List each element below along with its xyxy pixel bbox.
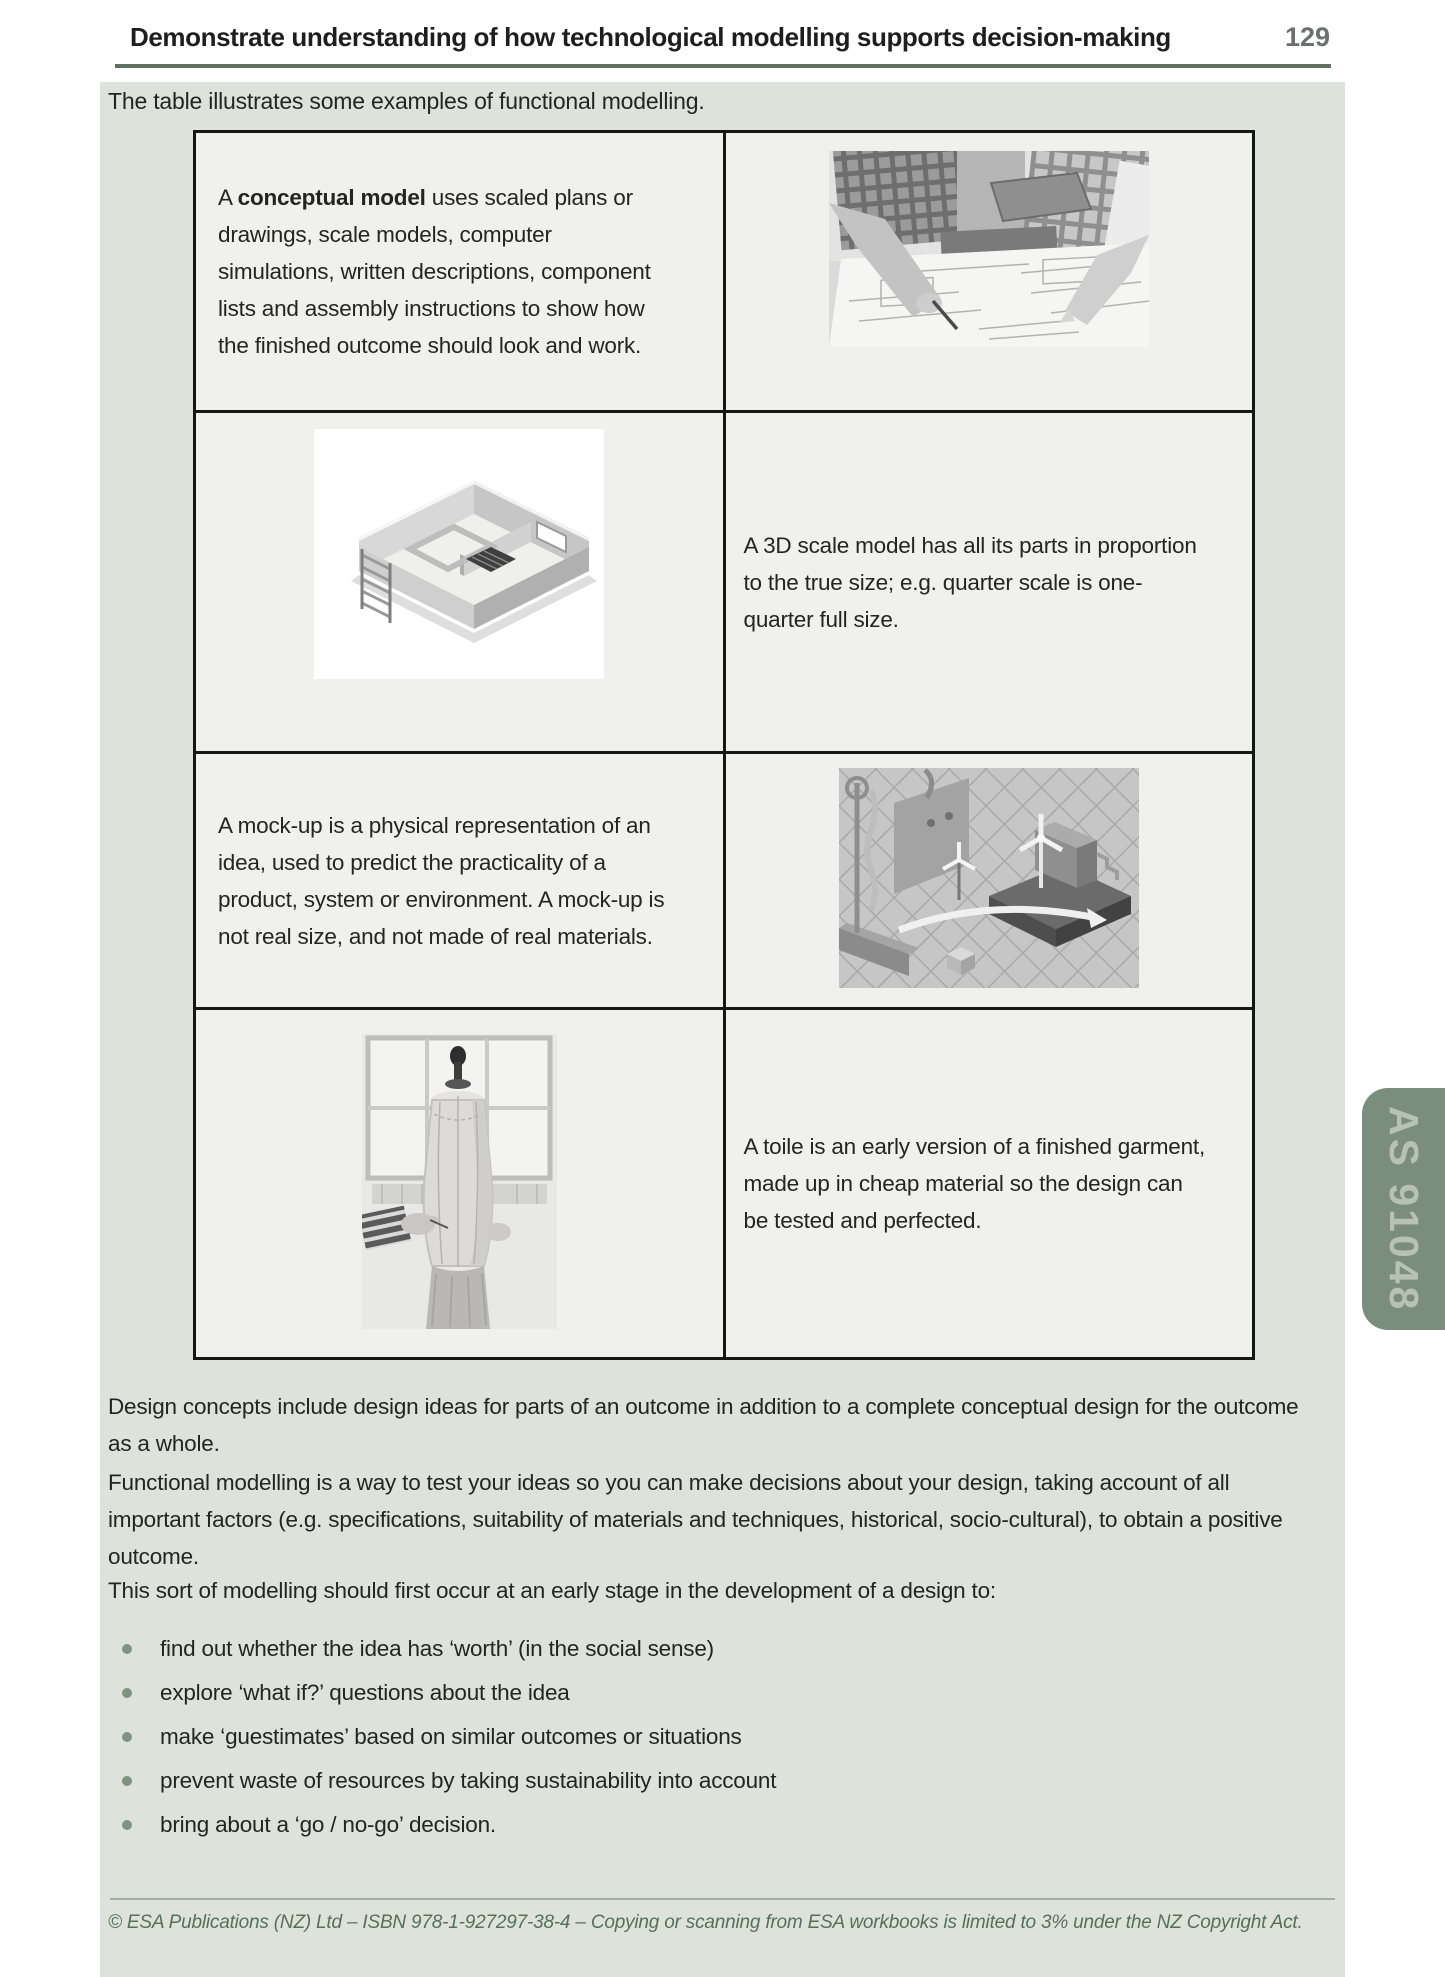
mock-up-image-cell [724, 753, 1254, 1009]
text-prefix: A [218, 185, 238, 210]
toile-photo [362, 1034, 557, 1329]
bullet-dot-icon [122, 1732, 132, 1742]
standard-tab-label: AS 91048 [1381, 1105, 1427, 1313]
list-item [108, 1806, 1313, 1843]
table-row [195, 1009, 1254, 1359]
bullet-text: make ‘guestimates’ based on similar outcomes or situations [160, 1724, 742, 1749]
toile-text-cell [724, 1009, 1254, 1359]
bullet-text: bring about a ‘go / no-go’ decision. [160, 1812, 496, 1837]
standard-tab-as91048 [1362, 1088, 1445, 1330]
table-row [195, 412, 1254, 753]
scale-model-image-cell [195, 412, 725, 753]
house-model-photo [314, 429, 604, 679]
bullet-dot-icon [122, 1688, 132, 1698]
content-panel [100, 82, 1345, 1977]
mock-up-illustration [839, 768, 1139, 988]
footer-copyright: © ESA Publications (NZ) Ltd – ISBN 978-1-927297-38-4 – Copying or scanning from ESA workbooks is limited to 3% under the NZ Copyright Act. [108, 1912, 1303, 1933]
conceptual-model-text [196, 169, 723, 374]
bullet-dot-icon [122, 1644, 132, 1654]
list-item [108, 1762, 1313, 1799]
list-item [108, 1718, 1313, 1755]
page-header [130, 22, 1330, 53]
modelling-purpose-paragraph: This sort of modelling should first occur at an early stage in the development of a design to: [108, 1578, 996, 1603]
conceptual-model-term: conceptual model [237, 185, 426, 210]
mock-up-text-cell [195, 753, 725, 1009]
design-concepts-paragraph: Design concepts include design ideas for parts of an outcome in addition to a complete conceptual design for the outcome as a whole. [108, 1394, 1299, 1456]
table-row [195, 753, 1254, 1009]
mock-up-text: A mock-up is a physical representation of an idea, used to predict the practicality of a product, system or environment. A mock-up is not real size, and not made of real materials. [218, 812, 665, 949]
house-model-image [314, 429, 604, 679]
toile-image [362, 1034, 557, 1329]
bullet-text: explore ‘what if?’ questions about the idea [160, 1680, 570, 1705]
list-item [108, 1630, 1313, 1667]
conceptual-model-text-cell [195, 132, 725, 412]
list-item [108, 1674, 1313, 1711]
toile-image-cell [195, 1009, 725, 1359]
functional-modelling-paragraph: Functional modelling is a way to test your ideas so you can make decisions about your design, taking account of all important factors (e.g. specifications, suitability of materials and techniques, historical, socio-cultural), to obtain a positive outcome. [108, 1470, 1283, 1569]
page-number: 129 [1284, 22, 1330, 52]
mock-up-image [839, 768, 1139, 988]
bullet-list [108, 1630, 1313, 1850]
toile-text: A toile is an early version of a finished garment, made up in cheap material so the design can be tested and perfected. [743, 1134, 1206, 1233]
plans-photo-image [829, 151, 1149, 347]
footer-rule [110, 1898, 1335, 1900]
bullet-dot-icon [122, 1820, 132, 1830]
text-suffix: uses scaled plans or drawings, scale models, computer simulations, written descriptions, component lists and assembly instructions to show how the finished outcome should look and work. [218, 185, 651, 358]
bullet-dot-icon [122, 1776, 132, 1786]
page-title: Demonstrate understanding of how technological modelling supports decision-making [130, 22, 1171, 52]
bullet-text: prevent waste of resources by taking sustainability into account [160, 1768, 777, 1793]
scale-model-text-cell [724, 412, 1254, 753]
scale-model-text: A 3D scale model has all its parts in proportion to the true size; e.g. quarter scale is one-quarter full size. [743, 532, 1197, 632]
conceptual-model-image-cell [724, 132, 1254, 412]
table-row [195, 132, 1254, 412]
bullet-text: find out whether the idea has ‘worth’ (in the social sense) [160, 1636, 714, 1661]
plans-photo [829, 151, 1149, 347]
header-rule [115, 64, 1331, 68]
intro-text: The table illustrates some examples of functional modelling. [108, 88, 705, 114]
functional-modelling-table [193, 130, 1255, 1360]
